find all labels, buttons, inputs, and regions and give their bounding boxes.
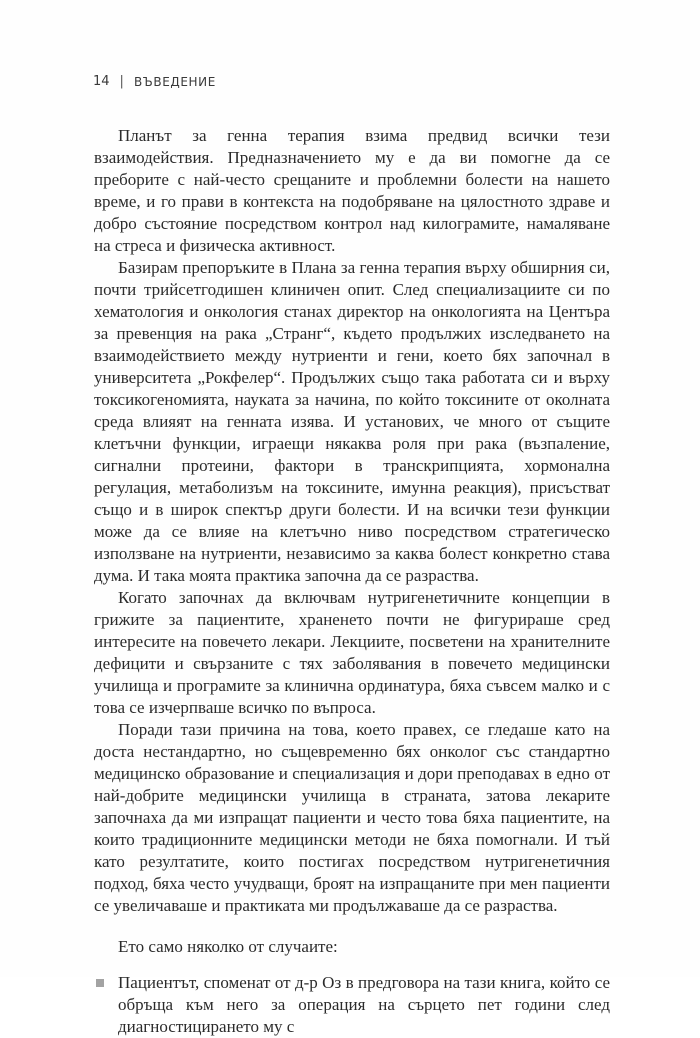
- paragraph-practice-growth: Поради тази причина на това, което правех, се гледаше като на доста нестандартно, но същевременно бях онколог със стандартно медицинско образование и специализация и дори преподавах в едно от най-добрите медицински училища в страната, затова лекарите започнаха да ми изпращат пациенти и често това бяха пациентите, на които традиционните медицински методи не бяха помогнали. И тъй като резултатите, които постигах посредством нутригенетичния подход, бяха често учудващи, броят на изпращаните при мен пациенти се увеличаваше и практиката ми продължаваше да се разраства.: [94, 720, 610, 915]
- running-header: [93, 74, 216, 89]
- chapter-title: ВЪВЕДЕНИЕ: [133, 74, 216, 89]
- page-number: 14: [93, 74, 110, 89]
- body-text: [94, 125, 610, 1038]
- case-text: Пациентът, споменат от д-р Оз в предговора на тази книга, който се обръща към него за операция на сърцето пет години след диагностицирането му с: [118, 973, 610, 1036]
- paragraph-clinical-experience: Базирам препоръките в Плана за генна терапия върху обширния си, почти трийсетгодишен клиничен опит. След специализациите си по хематология и онкология станах директор на онкологията на Центъра за превенция на рака „Странг“, където продължих изследването на взаимодействието между нутриенти и гени, което бях започнал в университета „Рокфелер“. Продължих също така работата си и върху токсикогеномията, науката за начина, по който токсините от околната среда влияят на генната изява. И установих, че много от същите клетъчни функции, играещи някаква роля при рака (възпаление, сигнални протеини, фактори в транскрипцията, хормонална регулация, метаболизъм на токсините, имунна реакция), присъстват също и в широк спектър други болести. И на всички тези функции може да се влияе на клетъчно ниво посредством стратегическо използване на нутриенти, независимо за каква болест конкретно става дума. И така моята практика започна да се разраства.: [94, 258, 610, 585]
- paragraph-gene-therapy-plan: Планът за генна терапия взима предвид всички тези взаимодействия. Предназначението му е да ви помогне да се преборите с най-често срещаните и проблемни болести на нашето време, и го прави в контекста на подобряване на цялостното здраве и добро състояние посредством контрол над килограмите, намаляване на стреса и физическа активност.: [94, 126, 610, 255]
- header-separator: |: [119, 74, 124, 89]
- square-bullet-icon: [96, 979, 104, 987]
- case-list: [94, 972, 610, 1038]
- list-item: [94, 972, 610, 1038]
- cases-intro: Ето само няколко от случаите:: [118, 937, 338, 956]
- paragraph-nutrigenetics: Когато започнах да включвам нутригенетичните концепции в грижите за пациентите, храненето почти не фигурираше сред интересите на повечето лекари. Лекциите, посветени на хранителните дефицити и свързаните с тях заболявания в повечето медицински училища и програмите за клинична ординатура, бяха съвсем малко и с това се изчерпваше всичко по въпроса.: [94, 588, 610, 717]
